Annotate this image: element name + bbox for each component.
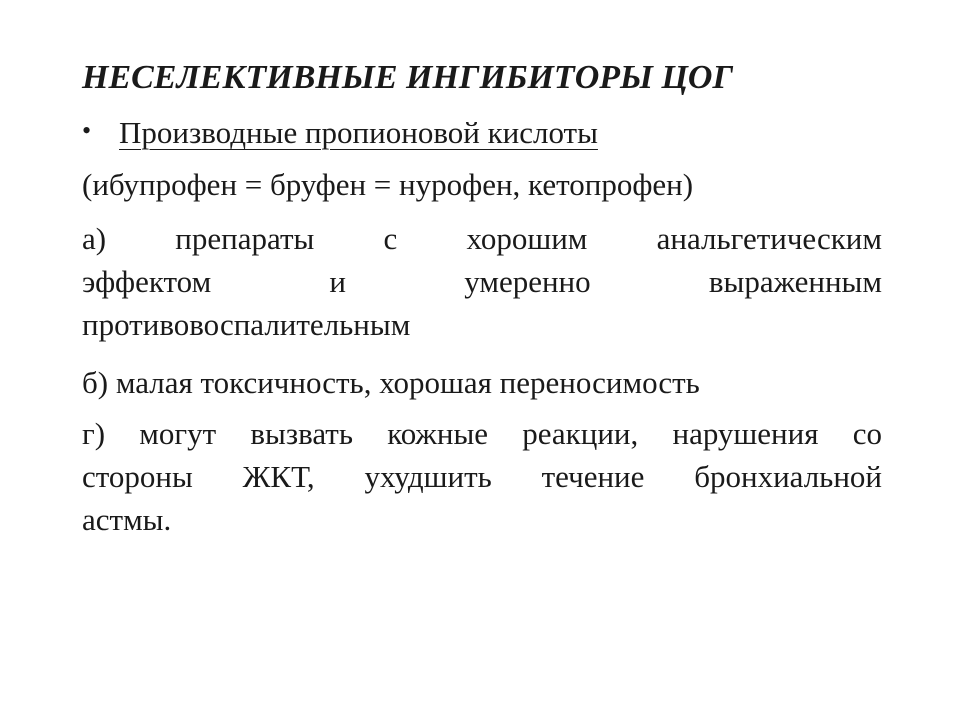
item-a [82, 217, 882, 346]
item-g [82, 412, 882, 541]
item-a-line-2: эффектом и умеренно выраженным [82, 264, 882, 299]
bullet-heading: Производные пропионовой кислоты [119, 115, 598, 150]
item-g-line-3: астмы. [82, 502, 172, 537]
item-a-line-3: противовоспалительным [82, 307, 411, 342]
item-g-line-1: г) могут вызвать кожные реакции, нарушения со [82, 416, 882, 451]
item-a-line-1: а) препараты с хорошим анальгетическим [82, 221, 882, 256]
slide-title: НЕСЕЛЕКТИВНЫЕ ИНГИБИТОРЫ ЦОГ [82, 59, 734, 96]
bullet-icon: • [82, 116, 92, 145]
drugs-line: (ибупрофен = бруфен = нурофен, кетопрофен) [82, 167, 694, 202]
item-g-line-2: стороны ЖКТ, ухудшить течение бронхиальной [82, 459, 882, 494]
item-b: б) малая токсичность, хорошая переносимость [82, 365, 700, 400]
